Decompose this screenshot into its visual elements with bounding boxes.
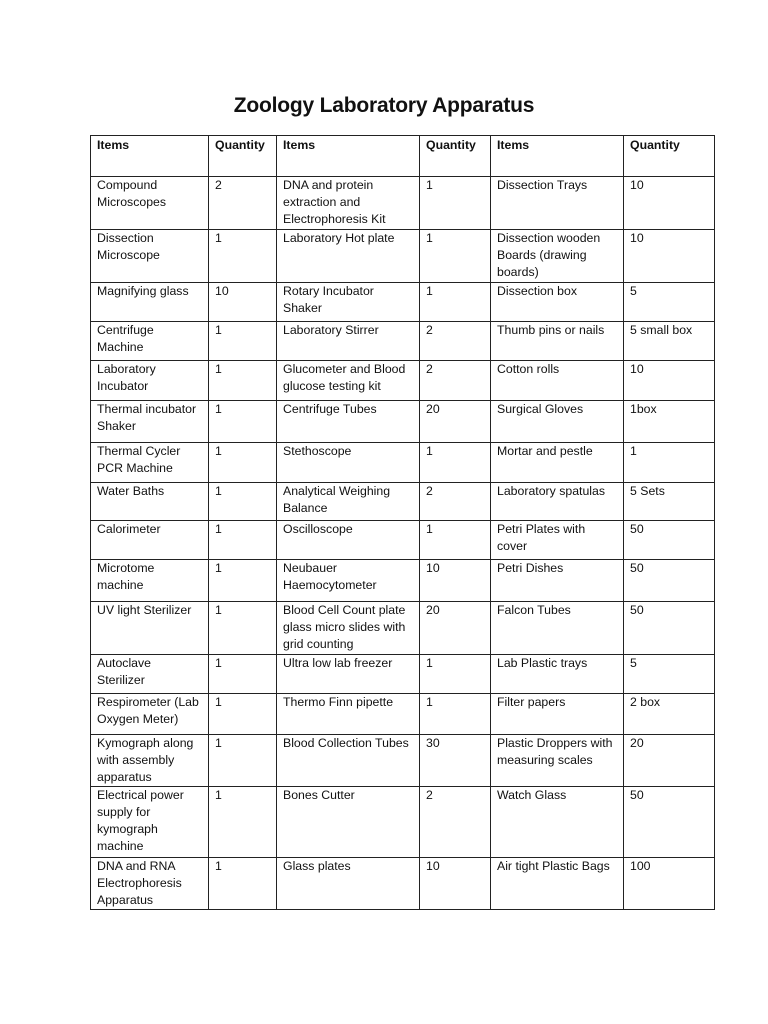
item-name: Oscilloscope bbox=[277, 521, 420, 560]
item-name: Kymograph along with assembly apparatus bbox=[91, 735, 209, 787]
item-name: Thermal incubator Shaker bbox=[91, 401, 209, 443]
item-quantity: 1 bbox=[209, 602, 277, 655]
item-name: DNA and protein extraction and Electrophoresis Kit bbox=[277, 177, 420, 230]
item-quantity: 50 bbox=[624, 560, 715, 602]
item-quantity: 2 bbox=[209, 177, 277, 230]
item-name: UV light Sterilizer bbox=[91, 602, 209, 655]
item-quantity: 50 bbox=[624, 602, 715, 655]
item-quantity: 1 bbox=[209, 483, 277, 521]
item-name: Autoclave Sterilizer bbox=[91, 655, 209, 694]
item-quantity: 10 bbox=[420, 560, 491, 602]
item-quantity: 1 bbox=[209, 655, 277, 694]
item-name: Analytical Weighing Balance bbox=[277, 483, 420, 521]
table-row bbox=[91, 521, 715, 560]
header-quantity: Quantity bbox=[420, 136, 491, 177]
item-quantity: 2 bbox=[420, 322, 491, 361]
table-body bbox=[91, 177, 715, 910]
item-quantity: 5 bbox=[624, 283, 715, 322]
item-name: Laboratory Hot plate bbox=[277, 230, 420, 283]
item-name: Dissection wooden Boards (drawing boards) bbox=[491, 230, 624, 283]
item-quantity: 1 bbox=[209, 560, 277, 602]
item-name: Lab Plastic trays bbox=[491, 655, 624, 694]
item-name: Thermal Cycler PCR Machine bbox=[91, 443, 209, 483]
item-name: Petri Dishes bbox=[491, 560, 624, 602]
item-quantity: 1 bbox=[209, 230, 277, 283]
item-quantity: 10 bbox=[624, 177, 715, 230]
table-row bbox=[91, 177, 715, 230]
item-quantity: 1 bbox=[624, 443, 715, 483]
table-row bbox=[91, 483, 715, 521]
item-quantity: 2 bbox=[420, 787, 491, 858]
item-name: DNA and RNA Electrophoresis Apparatus bbox=[91, 858, 209, 910]
item-name: Magnifying glass bbox=[91, 283, 209, 322]
item-quantity: 10 bbox=[624, 361, 715, 401]
item-quantity: 10 bbox=[209, 283, 277, 322]
item-name: Thermo Finn pipette bbox=[277, 694, 420, 735]
item-quantity: 10 bbox=[624, 230, 715, 283]
item-name: Glucometer and Blood glucose testing kit bbox=[277, 361, 420, 401]
item-quantity: 20 bbox=[420, 401, 491, 443]
item-quantity: 20 bbox=[624, 735, 715, 787]
item-quantity: 20 bbox=[420, 602, 491, 655]
item-quantity: 1 bbox=[209, 401, 277, 443]
item-quantity: 2 box bbox=[624, 694, 715, 735]
item-quantity: 30 bbox=[420, 735, 491, 787]
item-quantity: 10 bbox=[420, 858, 491, 910]
item-quantity: 50 bbox=[624, 787, 715, 858]
item-name: Thumb pins or nails bbox=[491, 322, 624, 361]
table-row bbox=[91, 735, 715, 787]
table-row bbox=[91, 230, 715, 283]
item-name: Dissection Trays bbox=[491, 177, 624, 230]
item-name: Glass plates bbox=[277, 858, 420, 910]
item-name: Neubauer Haemocytometer bbox=[277, 560, 420, 602]
item-quantity: 1 bbox=[420, 443, 491, 483]
item-name: Dissection Microscope bbox=[91, 230, 209, 283]
table-row bbox=[91, 858, 715, 910]
item-name: Falcon Tubes bbox=[491, 602, 624, 655]
header-items: Items bbox=[277, 136, 420, 177]
item-quantity: 1 bbox=[420, 230, 491, 283]
table-row bbox=[91, 694, 715, 735]
table-row bbox=[91, 361, 715, 401]
table-row bbox=[91, 787, 715, 858]
item-name: Dissection box bbox=[491, 283, 624, 322]
item-quantity: 2 bbox=[420, 361, 491, 401]
item-name: Centrifuge Tubes bbox=[277, 401, 420, 443]
header-row bbox=[91, 136, 715, 177]
item-quantity: 1 bbox=[209, 787, 277, 858]
header-items: Items bbox=[91, 136, 209, 177]
item-name: Ultra low lab freezer bbox=[277, 655, 420, 694]
item-quantity: 50 bbox=[624, 521, 715, 560]
item-name: Air tight Plastic Bags bbox=[491, 858, 624, 910]
table-row bbox=[91, 283, 715, 322]
item-name: Respirometer (Lab Oxygen Meter) bbox=[91, 694, 209, 735]
page-title: Zoology Laboratory Apparatus bbox=[233, 94, 535, 117]
item-quantity: 1 bbox=[209, 361, 277, 401]
item-name: Centrifuge Machine bbox=[91, 322, 209, 361]
item-name: Microtome machine bbox=[91, 560, 209, 602]
item-name: Rotary Incubator Shaker bbox=[277, 283, 420, 322]
item-name: Blood Collection Tubes bbox=[277, 735, 420, 787]
item-name: Compound Microscopes bbox=[91, 177, 209, 230]
table-row bbox=[91, 655, 715, 694]
item-name: Plastic Droppers with measuring scales bbox=[491, 735, 624, 787]
item-name: Electrical power supply for kymograph machine bbox=[91, 787, 209, 858]
header-quantity: Quantity bbox=[624, 136, 715, 177]
item-quantity: 5 Sets bbox=[624, 483, 715, 521]
item-name: Stethoscope bbox=[277, 443, 420, 483]
item-name: Water Baths bbox=[91, 483, 209, 521]
header-items: Items bbox=[491, 136, 624, 177]
item-quantity: 1 bbox=[420, 655, 491, 694]
item-quantity: 1box bbox=[624, 401, 715, 443]
apparatus-table bbox=[90, 135, 715, 910]
item-quantity: 1 bbox=[420, 177, 491, 230]
item-quantity: 1 bbox=[420, 521, 491, 560]
item-name: Filter papers bbox=[491, 694, 624, 735]
table-row bbox=[91, 401, 715, 443]
item-name: Bones Cutter bbox=[277, 787, 420, 858]
item-name: Blood Cell Count plate glass micro slides with grid counting bbox=[277, 602, 420, 655]
item-quantity: 1 bbox=[209, 443, 277, 483]
item-name: Mortar and pestle bbox=[491, 443, 624, 483]
item-quantity: 5 bbox=[624, 655, 715, 694]
item-name: Watch Glass bbox=[491, 787, 624, 858]
item-quantity: 5 small box bbox=[624, 322, 715, 361]
item-quantity: 1 bbox=[209, 521, 277, 560]
item-name: Laboratory spatulas bbox=[491, 483, 624, 521]
table-row bbox=[91, 443, 715, 483]
item-quantity: 1 bbox=[420, 283, 491, 322]
item-name: Calorimeter bbox=[91, 521, 209, 560]
item-quantity: 1 bbox=[209, 322, 277, 361]
item-quantity: 1 bbox=[420, 694, 491, 735]
item-name: Laboratory Incubator bbox=[91, 361, 209, 401]
item-name: Surgical Gloves bbox=[491, 401, 624, 443]
item-name: Cotton rolls bbox=[491, 361, 624, 401]
item-quantity: 100 bbox=[624, 858, 715, 910]
item-name: Laboratory Stirrer bbox=[277, 322, 420, 361]
item-name: Petri Plates with cover bbox=[491, 521, 624, 560]
item-quantity: 1 bbox=[209, 735, 277, 787]
table-row bbox=[91, 322, 715, 361]
item-quantity: 1 bbox=[209, 858, 277, 910]
table-row bbox=[91, 560, 715, 602]
header-quantity: Quantity bbox=[209, 136, 277, 177]
table-row bbox=[91, 602, 715, 655]
item-quantity: 1 bbox=[209, 694, 277, 735]
item-quantity: 2 bbox=[420, 483, 491, 521]
